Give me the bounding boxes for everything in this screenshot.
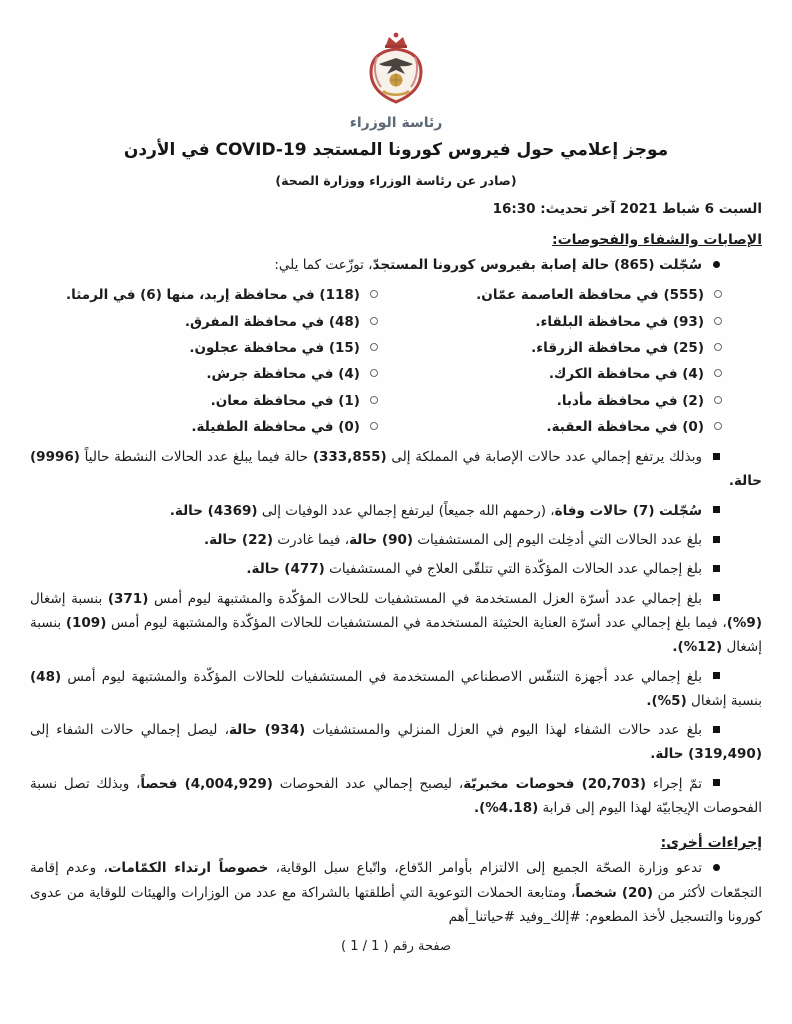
circle-bullet-icon (714, 290, 722, 298)
governorate-item-text: (48) في محافظة المفرق. (184, 313, 360, 330)
square-bullet-icon (713, 672, 720, 679)
circle-bullet-icon (370, 290, 378, 298)
governorate-item (418, 414, 762, 440)
circle-bullet-icon (370, 369, 378, 377)
governorate-item-text: (118) في محافظة إربد، منها (6) في الرمثا. (66, 287, 360, 304)
jordan-coat-of-arms-icon (350, 30, 442, 110)
stat-bullet-isolation-icu-beds (30, 587, 762, 660)
date-line: السبت 6 شباط 2021 آخر تحديث: 16:30 (492, 201, 762, 217)
stat-bullet-deaths (30, 499, 762, 523)
square-bullet-icon (713, 594, 720, 601)
document-title: موجز إعلامي حول فيروس كورونا المستجد COVID-19 في الأردن (123, 140, 669, 160)
circle-bullet-icon (714, 369, 722, 377)
stat-bullet-lab-tests (30, 772, 762, 821)
circle-bullet-icon (714, 317, 722, 325)
section-heading-measures: إجراءات أخرى: (660, 835, 762, 852)
governorates-right-column (418, 282, 762, 440)
governorates-left-column (30, 282, 418, 440)
governorate-item (30, 335, 418, 361)
governorate-item (30, 388, 418, 414)
round-bullet-icon (713, 864, 720, 871)
stat-bullet-hospital-admissions (30, 528, 762, 552)
circle-bullet-icon (370, 317, 378, 325)
page-number: صفحة رقم ( 1 / 1 ) (340, 939, 452, 955)
stat-bullet-text: سُجّلت (7) حالات وفاة، (رحمهم الله جميعاً) ليرتفع إجمالي عدد الوفيات إلى (4369) حالة. (169, 502, 702, 519)
jordan-coat-of-arms-logo (350, 30, 443, 131)
stat-bullet-text: بلغ إجمالي عدد الحالات المؤكّدة التي تتلقّى العلاج في المستشفيات (477) حالة. (246, 561, 702, 578)
governorate-item (30, 414, 418, 440)
governorate-item-text: (0) في محافظة الطفيلة. (191, 418, 360, 435)
circle-bullet-icon (370, 422, 378, 430)
new-cases-intro-text: سُجّلت (865) حالة إصابة بفيروس كورونا المستجدّ، توزّعت كما يلي: (274, 257, 702, 273)
square-bullet-icon (713, 726, 720, 733)
governorate-item-text: (2) في محافظة مأدبا. (556, 392, 704, 409)
stat-bullet-text: بلغ عدد الحالات التي أدخِلت اليوم إلى المستشفيات (90) حالة، فيما غادرت (22) حالة. (204, 532, 702, 549)
governorate-item (418, 309, 762, 335)
governorate-item-text: (0) في محافظة العقبة. (546, 418, 704, 435)
document-subtitle: (صادر عن رئاسة الوزراء ووزارة الصحة) (275, 173, 517, 188)
governorate-item-text: (25) في محافظة الزرقاء. (531, 339, 704, 356)
governorate-breakdown (30, 282, 762, 440)
governorate-item (30, 361, 418, 387)
document-header (30, 30, 762, 217)
square-bullet-icon (713, 506, 720, 513)
governorate-item-text: (4) في محافظة الكرك. (548, 366, 704, 383)
measures-bullet-text: تدعو وزارة الصحّة الجميع إلى الالتزام بأوامر الدّفاع، واتّباع سبل الوقاية، خصوصاً ارتداء الكمّامات، وعدم إقامة التجمّعات لأكثر من (20) شخصاً، ومتابعة الحملات التوعوية التي أطلقتها بالشراكة مع عدد من الوزارات والهيئات للوقاية من عدوى كورونا والتسجيل لأخذ المطعوم: #إلك_وفيد #حياتنا_أهم (30, 860, 763, 925)
square-bullet-icon (713, 565, 720, 572)
governorate-item (418, 361, 762, 387)
circle-bullet-icon (714, 422, 722, 430)
circle-bullet-icon (714, 343, 722, 351)
square-bullet-icon (713, 453, 720, 460)
stat-bullet-text: وبذلك يرتفع إجمالي عدد حالات الإصابة في المملكة إلى (333,855) حالة فيما يبلغ عدد الحالات النشطة حالياً (9996) حالة. (30, 449, 762, 490)
round-bullet-icon (713, 261, 720, 268)
stat-bullet-text: بلغ إجمالي عدد أجهزة التنفّس الاصطناعي المستخدمة في المستشفيات للحالات المؤكّدة والمشتبهة ليوم أمس (48) بنسبة إشغال (5%). (30, 668, 762, 709)
stat-bullet-confirmed-in-treatment (30, 557, 762, 581)
stat-bullet-text: بلغ عدد حالات الشفاء لهذا اليوم في العزل المنزلي والمستشفيات (934) حالة، ليصل إجمالي حالات الشفاء إلى (319,490) حالة. (30, 722, 762, 763)
stat-bullet-recoveries (30, 718, 762, 767)
square-bullet-icon (713, 779, 720, 786)
governorate-item (418, 388, 762, 414)
section-heading-cases: الإصابات والشفاء والفحوصات: (552, 232, 762, 248)
governorate-item-text: (555) في محافظة العاصمة عمّان. (476, 287, 704, 304)
governorate-item (30, 282, 418, 308)
stat-bullet-text: تمّ إجراء (20,703) فحوصات مخبريّة، ليصبح إجمالي عدد الفحوصات (4,004,929) فحصاً، وبذلك تصل نسبة الفحوصات الإيجابيّة لهذا اليوم إلى قرابة (4.18%). (30, 775, 762, 817)
governorate-item-text: (15) في محافظة عجلون. (189, 339, 360, 356)
stat-bullet-ventilators (30, 665, 762, 714)
stat-bullet-total-cases (30, 445, 762, 494)
stat-bullet-text: بلغ إجمالي عدد أسرّة العزل المستخدمة في المستشفيات للحالات المؤكّدة والمشتبهة ليوم أمس (371) بنسبة إشغال (9%)، فيما بلغ إجمالي عدد أسرّة العناية الحثيثة المستخدمة في المستشفيات للحالات المؤكّدة والمشتبهة ليوم أمس (109) بنسبة إشغال (12%). (30, 590, 762, 656)
governorate-item (30, 309, 418, 335)
square-bullet-icon (713, 536, 720, 543)
governorate-item-text: (93) في محافظة البلقاء. (535, 313, 704, 330)
governorate-item (418, 335, 762, 361)
governorate-item-text: (4) في محافظة جرش. (206, 366, 360, 383)
circle-bullet-icon (370, 396, 378, 404)
circle-bullet-icon (714, 396, 722, 404)
governorate-item-text: (1) في محافظة معان. (210, 392, 360, 409)
circle-bullet-icon (370, 343, 378, 351)
governorate-item (418, 282, 762, 308)
logo-caption: رئاسة الوزراء (349, 115, 443, 131)
new-cases-intro (30, 253, 762, 277)
measures-bullet (30, 856, 762, 929)
